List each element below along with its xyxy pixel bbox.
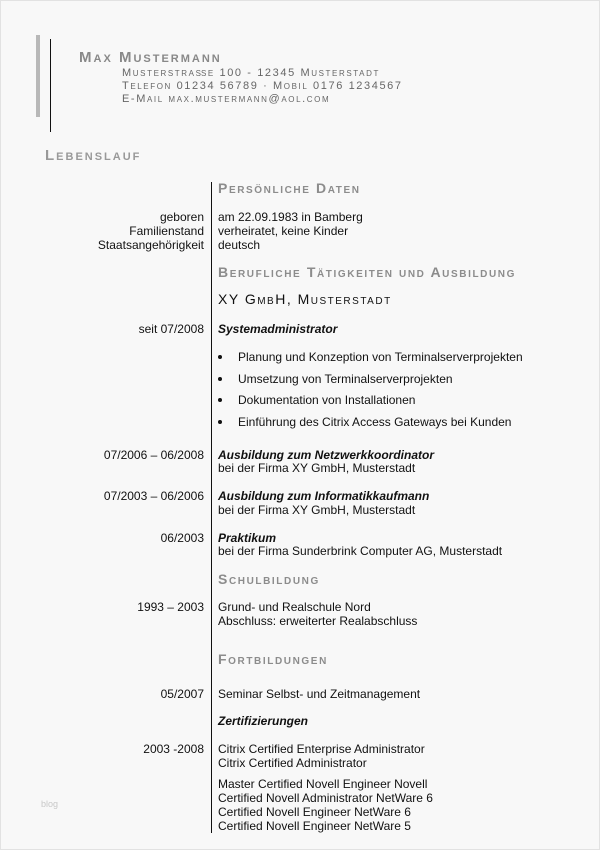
- cv-page: Max Mustermann Musterstraße 100 - 12345 Musterstadt Telefon 01234 56789 · Mobil 0176 1234567 E-Mail max.mustermann@aol.com Lebenslauf Persönliche Daten geboren am 22.09.1983 in Bamberg Familienstand verheiratet, keine Kinder Staatsangehörigkeit deutsch Berufliche Tätigkeiten und Ausbildung XY GmbH, Musterstadt seit 07/2008 Systemadministrator Planung und Konzeption von Terminalserverprojekten Umsetzung von Terminalserverprojekten Dokumentation von Installationen Einführung des Citrix Access Gateways bei Kunden 07/2006 – 06/2008 Ausbildung zum Netzwerkkoordinator bei der Firma XY GmbH, Musterstadt 07/2003 – 06/2006 Ausbildung zum Informatikkaufmann bei der Firma XY GmbH, Musterstadt 06/2003 Praktikum bei der Firma Sunderbrink Computer AG, Musterstadt Schulbildung 1993 – 2003 Grund- und Realschule Nord Abschluss: erweiterter Realabschluss Fortbildungen 05/2007 Seminar Selbst- und Zeitmanagement Zertifizierungen 2003 -2008 Citrix Certified Enterprise Administrator Citrix Certified Administrator Master Certified Novell Engineer Novell Certified Novell Administrator NetWare 6 Certified Novell Engineer NetWare 6 Certified Novell Engineer NetWare 5 blog: [0, 0, 600, 850]
- school-degree: Abschluss: erweiterter Realabschluss: [218, 614, 418, 628]
- value-born: am 22.09.1983 in Bamberg: [218, 210, 363, 224]
- value-nationality: deutsch: [218, 238, 261, 252]
- school-date: 1993 – 2003: [137, 600, 204, 614]
- header-rule: [50, 39, 51, 132]
- value-marital-status: verheiratet, keine Kinder: [218, 224, 349, 238]
- header-accent-bar: [36, 35, 40, 117]
- email-line: E-Mail max.mustermann@aol.com: [122, 93, 331, 105]
- section-heading-personal: Persönliche Daten: [218, 180, 361, 196]
- bullet-icon: [218, 355, 222, 359]
- label-marital-status: Familienstand: [129, 224, 204, 238]
- watermark: blog: [41, 799, 59, 809]
- entry-date: 06/2003: [160, 531, 204, 545]
- cert-item: Citrix Certified Enterprise Administrator: [218, 742, 425, 756]
- entry-date: 07/2003 – 06/2006: [103, 489, 204, 503]
- address-line: Musterstraße 100 - 12345 Musterstadt: [122, 67, 380, 79]
- entry-date: 07/2006 – 06/2008: [103, 448, 204, 462]
- cert-item: Certified Novell Engineer NetWare 6: [218, 805, 411, 819]
- applicant-name: Max Mustermann: [79, 49, 222, 66]
- certifications-date: 2003 -2008: [143, 742, 204, 756]
- job-title: Systemadministrator: [218, 322, 338, 336]
- entry-title: Ausbildung zum Netzwerkkoordinator: [218, 448, 435, 462]
- section-heading-training: Fortbildungen: [218, 651, 328, 667]
- seminar-title: Seminar Selbst- und Zeitmanagement: [218, 687, 421, 701]
- certifications-heading: Zertifizierungen: [218, 714, 309, 728]
- document-title: Lebenslauf: [45, 147, 142, 164]
- seminar-date: 05/2007: [160, 687, 204, 701]
- column-divider: [211, 182, 212, 833]
- company-heading: XY GmbH, Musterstadt: [218, 291, 392, 307]
- cert-item: Master Certified Novell Engineer Novell: [218, 777, 428, 791]
- bullet-icon: [218, 398, 222, 402]
- bullet-icon: [218, 377, 222, 381]
- section-heading-career: Berufliche Tätigkeiten und Ausbildung: [218, 264, 517, 280]
- cert-item: Certified Novell Administrator NetWare 6: [218, 791, 433, 805]
- school-name: Grund- und Realschule Nord: [218, 600, 371, 614]
- entry-detail: bei der Firma Sunderbrink Computer AG, Musterstadt: [218, 544, 503, 558]
- section-heading-school: Schulbildung: [218, 571, 320, 587]
- bullet-icon: [218, 420, 222, 424]
- entry-detail: bei der Firma XY GmbH, Musterstadt: [218, 461, 416, 475]
- label-nationality: Staatsangehörigkeit: [97, 238, 204, 252]
- cert-item: Certified Novell Engineer NetWare 5: [218, 819, 411, 833]
- phone-line: Telefon 01234 56789 · Mobil 0176 1234567: [122, 80, 403, 92]
- entry-title: Ausbildung zum Informatikkaufmann: [218, 489, 430, 503]
- entry-title: Praktikum: [218, 531, 277, 545]
- entry-detail: bei der Firma XY GmbH, Musterstadt: [218, 503, 416, 517]
- cert-item: Citrix Certified Administrator: [218, 756, 367, 770]
- job-date: seit 07/2008: [138, 322, 204, 336]
- label-born: geboren: [159, 210, 204, 224]
